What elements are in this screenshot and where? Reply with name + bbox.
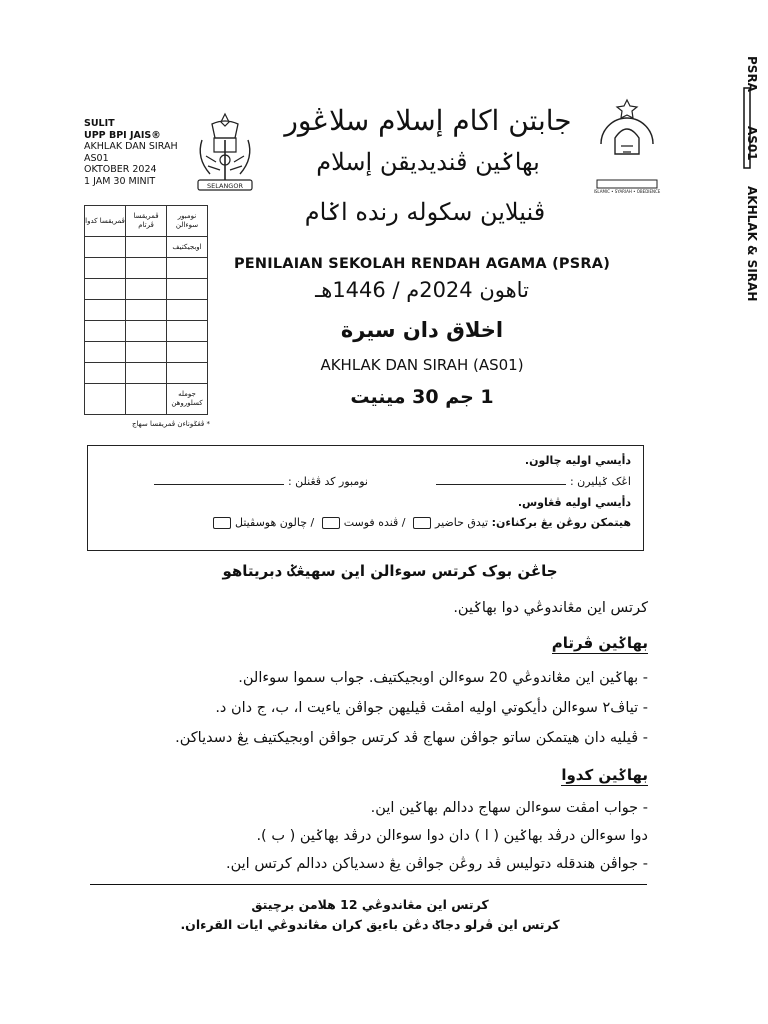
candidate-fill-note: دأيسي اوليه چالون. (524, 454, 631, 467)
table-header: نومبور سوءالن (167, 206, 208, 237)
hospital-checkbox[interactable] (213, 517, 231, 529)
part1-item: - تياڤ٢ سوءالن دأيكوتي اوليه امڤت ڤيليهن جواڤن ياءيت ا، ب، ج دان د. (215, 700, 648, 716)
meta-line: UPP BPI JAIS® (84, 129, 161, 141)
instruction-intro: كرتس اين مڠاندوڠي دوا بهاݢين. (453, 600, 648, 616)
transferred-checkbox[interactable] (322, 517, 340, 529)
status-option-hospital: چالون هوسڤيتل (235, 516, 308, 529)
status-row: هيتمكن روڠن يڠ بركناءن: تيدق حاضير / ڤنده فوست / چالون هوسڤيتل (209, 516, 631, 529)
part1-item: - بهاݢين اين مڠاندوڠي 20 سوءالن اوبجيكتيف. جواب سموا سوءالن. (238, 670, 648, 686)
jais-logo-icon (593, 98, 661, 194)
ic-number-row (154, 474, 368, 488)
meta-line: 1 JAM 30 MINIT (84, 175, 156, 187)
part2-item: دوا سوءالن درڤد بهاݢين ( ا ) دان دوا سوءالن درڤد بهاݢين ( ب ). (256, 828, 648, 844)
subject-title: AKHLAK DAN SIRAH (AS01) (320, 356, 524, 374)
status-option-transferred: ڤنده فوست (343, 516, 399, 529)
part2-title: بهاݢين كدوا (561, 766, 648, 784)
meta-line: OKTOBER 2024 (84, 164, 157, 175)
meta-line: SULIT (84, 118, 115, 129)
table-footer-label: جومله كسلوروهن (167, 384, 208, 415)
exam-title: PENILAIAN SEKOLAH RENDAH AGAMA (PSRA) (233, 256, 611, 272)
school-exam-arabic: ڤنيلاين سكوله رنده اݢام (304, 198, 546, 226)
absent-checkbox[interactable] (413, 517, 431, 529)
subject-arabic: اخلاق دان سيرة (340, 318, 504, 342)
meta-line: AS01 (84, 152, 109, 164)
department-title: جابتن اكام إسلام سلاڠور (284, 104, 572, 137)
exam-duration: 1 جم 30 مينيت (350, 386, 494, 408)
divider (90, 884, 647, 885)
part1-item: - ڤيليه دان هيتمكن ساتو جواڤن سهاج ڤد كرتس جواڤن اوبجيكتيف يڠ دسدياكن. (175, 730, 648, 746)
score-table (84, 205, 208, 415)
invigilator-fill-note: دأيسي اوليه ڤڠاوس. (517, 496, 631, 509)
turn-number-label: اڠک ݢيليرن : (569, 475, 631, 488)
side-label (718, 20, 768, 380)
table-note: * ڤڠݢوناءن ڤمريقسا سهاج (132, 420, 210, 428)
exam-meta (84, 118, 178, 187)
turn-number-field[interactable] (436, 474, 566, 485)
part2-item: - جواب امڤت سوءالن سهاج ددالم بهاݢين اين. (370, 800, 648, 816)
department-subtitle: بهاݢين ڤنديديقن إسلام (316, 148, 540, 176)
turn-number-row (436, 474, 631, 488)
meta-line: AKHLAK DAN SIRAH (84, 141, 178, 152)
part1-title: بهاݢين ڤرتام (551, 634, 648, 652)
table-header: ڤمريقسا ڤرتام (126, 206, 167, 237)
side-label-code: PSRA (745, 56, 759, 92)
table-row-label: اوبجيكتيف (167, 237, 208, 258)
candidate-info-box (87, 445, 644, 551)
logo-caption: ISLAMIC • SYARIAH • OBEDIENCE (593, 189, 661, 194)
part2-item: - جواڤن هندقله دتوليس ڤد روڠن جواڤن يڠ دسدياكن ددالم كرتس اين. (226, 856, 648, 872)
ic-number-field[interactable] (154, 474, 284, 485)
quran-care-note: كرتس اين ڤرلو دجاݢ دڠن باءيق كران مڠاندوڠي ايات القرءان. (180, 917, 560, 932)
table-header: ڤمريقسا كدوا (85, 206, 126, 237)
page-count-note: كرتس اين مڠاندوڠي 12 هلامن برچيتق (251, 897, 489, 912)
instruction-heading: جاڠن بوک كرتس سوءالن اين سهيڠݢ دبريتاهو (222, 562, 558, 580)
side-label-subject: AKHLAK & SIRAH (745, 186, 759, 302)
selangor-crest-icon (190, 110, 260, 194)
crest-banner-text: SELANGOR (207, 182, 243, 190)
exam-year: تاهون 2024م / 1446هـ (315, 278, 529, 302)
ic-number-label: نومبور كد ڤڠنلن : (287, 475, 368, 488)
status-label: هيتمكن روڠن يڠ بركناءن: (491, 516, 631, 529)
status-option-absent: تيدق حاضير (435, 516, 489, 529)
side-label-subject-code: AS01 (745, 126, 759, 161)
